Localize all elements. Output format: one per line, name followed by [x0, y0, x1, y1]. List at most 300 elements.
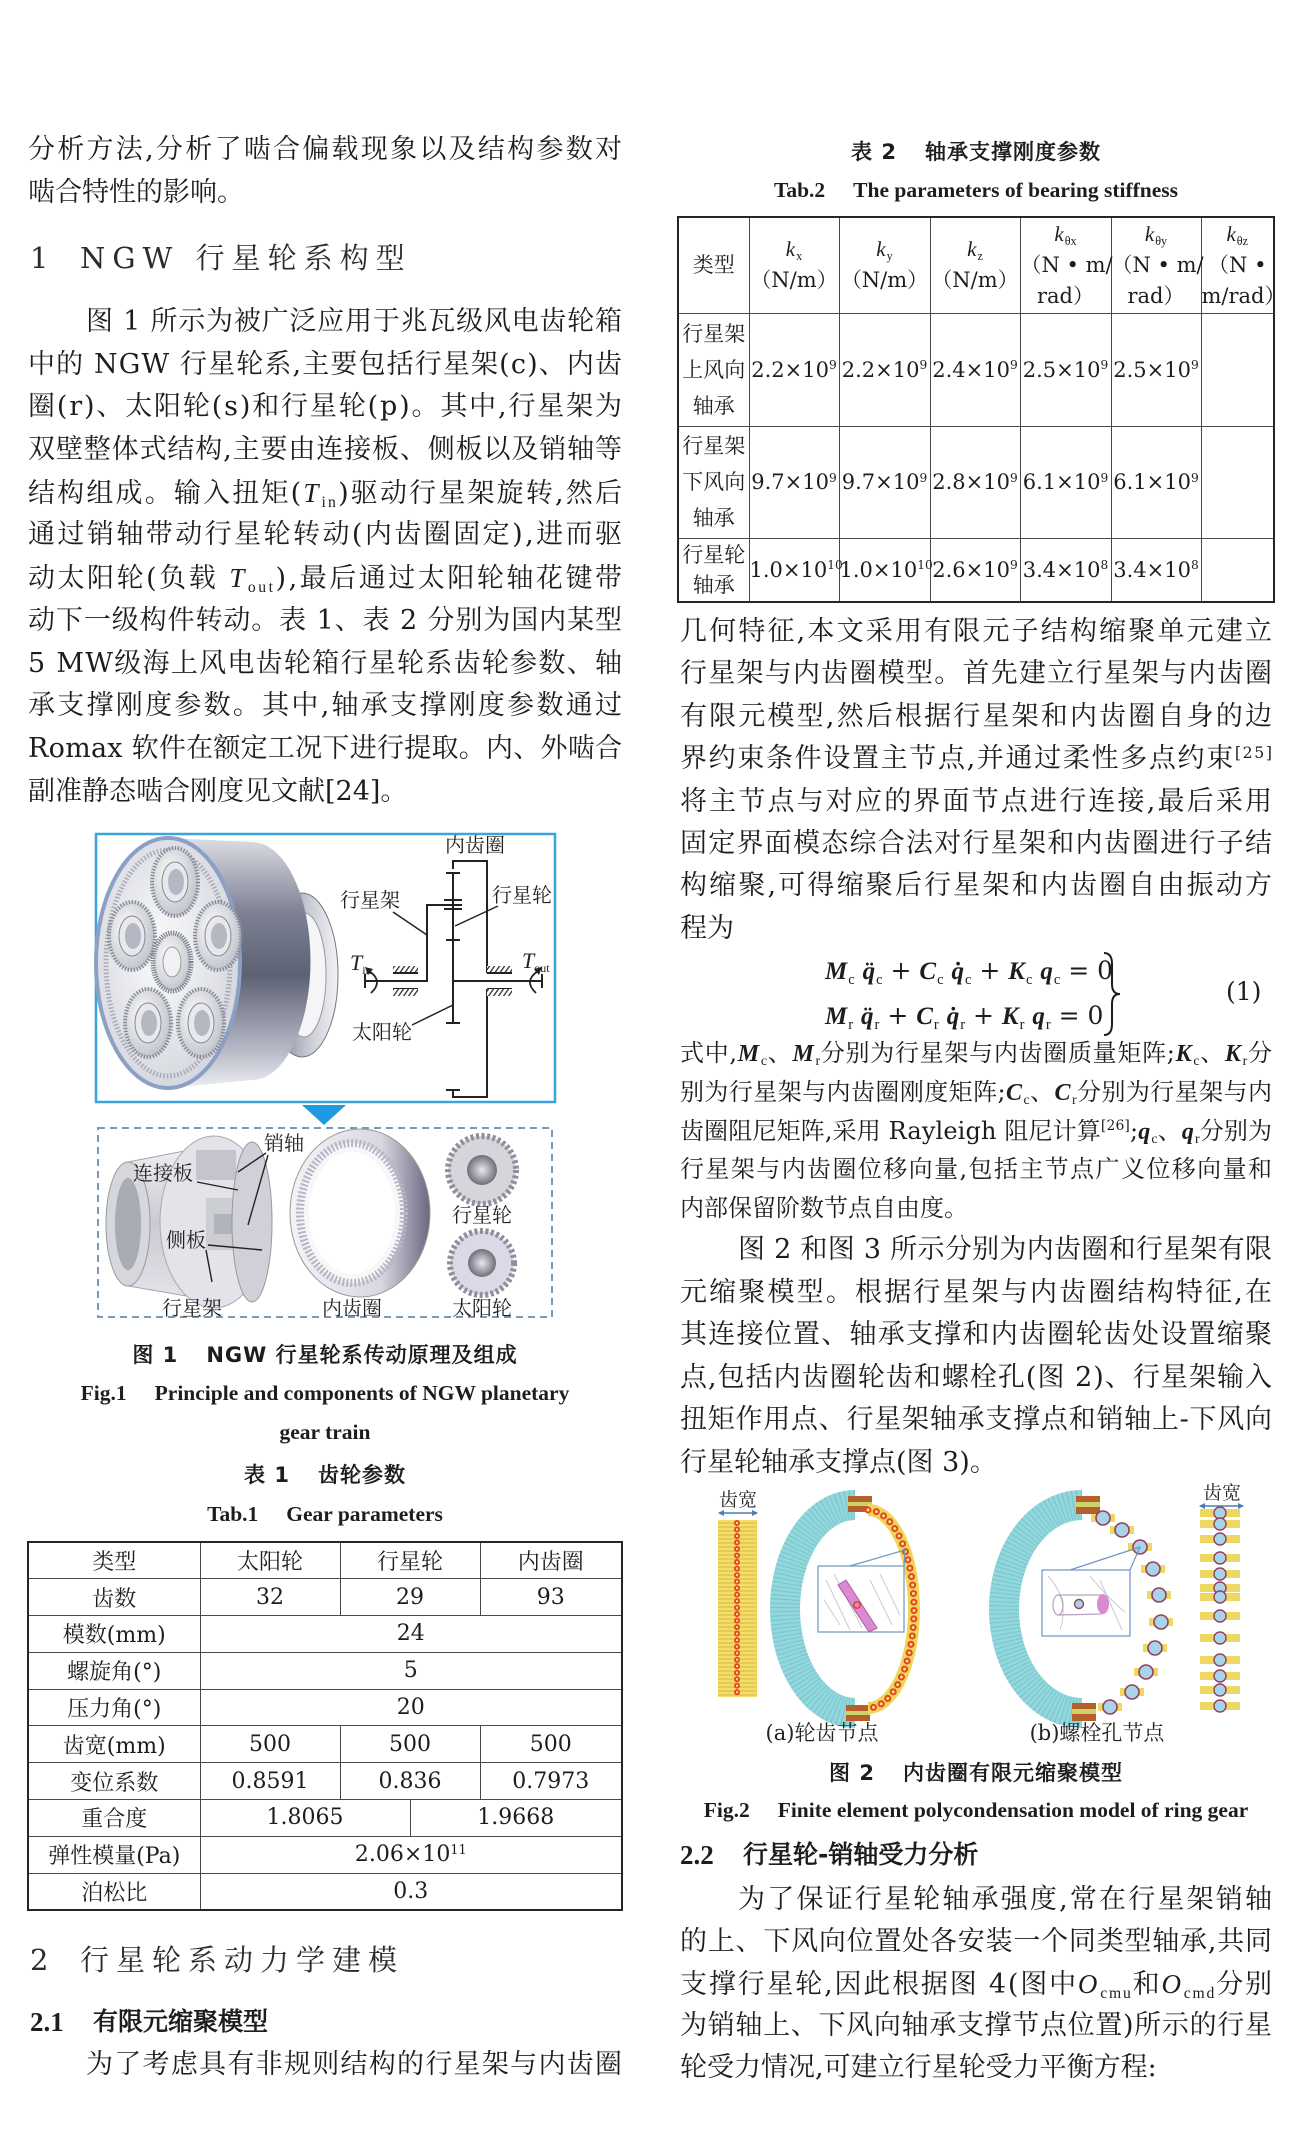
figure-2-caption-en	[680, 1791, 1272, 1829]
text-line-content: 齿圈阻尼矩阵,采用 Rayleigh 阻尼计算$[26];q_c$、$q_r$分别为	[680, 1116, 1273, 1148]
text-line-content: 将主节点与对应的界面节点进行连接,最后采用	[680, 785, 1275, 817]
math-symbol: $C_c$	[919, 958, 944, 988]
table-row	[28, 1800, 622, 1837]
text-line	[680, 1314, 1272, 1357]
caption-label: Fig.2	[703, 1798, 750, 1822]
text-line	[680, 1963, 1272, 2005]
right-brace-icon	[1100, 950, 1124, 1038]
table-row	[28, 1836, 622, 1873]
table-cell: 1.9668	[410, 1800, 622, 1837]
caption-text: NGW 行星轮系传动原理及组成	[206, 1343, 518, 1367]
text-line-content: 其连接位置、轴承支撑和内齿圈轮齿处设置缩聚	[680, 1319, 1274, 1351]
text-line	[680, 823, 1272, 865]
text-line	[680, 611, 1275, 653]
sun-gear-illustration	[153, 933, 191, 991]
header-line: （N •	[1208, 252, 1267, 277]
carrier-bore	[115, 1178, 141, 1270]
table-cell: $2.5\times 10^9$	[1111, 313, 1201, 426]
section-title: 行星轮系动力学建模	[80, 1943, 405, 1977]
text-line	[28, 685, 625, 728]
table-cell: 1.8065	[200, 1800, 410, 1837]
text-line-content: 轮受力情况,可建立行星轮受力平衡方程:	[680, 2052, 1157, 2083]
bolt-node-marker	[1200, 1591, 1240, 1603]
table-cell: $2.5\times 10^9$	[1020, 313, 1111, 426]
text-line-content: 为销轴上、下风向轴承支撑节点位置)所示的行星	[680, 2010, 1273, 2041]
text-line-content: 结构组成。输入扭矩$(T_{in})$驱动行星架旋转,然后	[28, 477, 625, 511]
row-label-line: 行星架	[682, 434, 746, 458]
text-line-content: 的上、下风向位置处各安装一个同类型轴承,共同	[680, 1926, 1273, 1957]
text-line-content: 图 2 和图 3 所示分别为内齿圈和行星架有限	[738, 1234, 1273, 1265]
math-symbol: $q̇_r$	[946, 1003, 966, 1033]
table-cell: 500	[340, 1726, 480, 1763]
text-line	[680, 1150, 1272, 1189]
header-line: （N • m/	[1020, 252, 1113, 277]
row-label-line: 轴承	[692, 572, 735, 597]
text-line-content: 程为	[680, 912, 734, 944]
bearing-hatch	[487, 966, 512, 973]
text-line-content: 式中$,M_c$、$M_r$分别为行星架与内齿圈质量矩阵$;K_c$、$K_r$分	[680, 1039, 1273, 1070]
table-2-caption-en	[680, 171, 1272, 209]
table-cell: $2.4\times 10^9$	[930, 313, 1020, 426]
down-arrow-icon	[302, 1105, 346, 1125]
text-line	[28, 386, 622, 429]
table-row	[678, 313, 1274, 426]
math-symbol: $k_{\theta z}$	[1226, 221, 1249, 248]
bolt-node-marker	[1143, 1641, 1167, 1655]
text-line-content: 动太阳轮(负载 $T_{out}$),最后通过太阳轮轴花键带	[28, 563, 625, 597]
caption-label: 表 1	[244, 1463, 290, 1487]
table-cell: $3.4\times 10^8$	[1020, 538, 1111, 602]
bolt-node-marker	[1141, 1562, 1165, 1576]
table-header-cell: 类型	[28, 1542, 200, 1579]
planet-gear-illustration	[195, 902, 241, 970]
row-label-cell: 模数(mm)	[28, 1616, 200, 1653]
table-row	[28, 1873, 622, 1910]
header-line	[1021, 219, 1111, 250]
superscript: 9	[828, 470, 837, 485]
text-line-content: Romax 软件在额定工况下进行提取。内、外啮合	[28, 732, 623, 764]
table-cell: 500	[200, 1726, 340, 1763]
text-line	[28, 514, 625, 557]
label-sun-gear: 太阳轮	[352, 1020, 412, 1044]
section-heading-1	[30, 236, 590, 280]
math-symbol: $q̇_c$	[951, 958, 972, 988]
table-cell: $6.1\times 10^9$	[1020, 426, 1111, 538]
superscript: 8	[1100, 558, 1109, 573]
table-row	[28, 1616, 622, 1653]
gear-parameters-table	[27, 1541, 623, 1911]
ring-end-stripe	[1072, 1709, 1096, 1714]
superscript: 9	[1190, 470, 1199, 485]
table-cell: $2.06\times 10^{11}$	[200, 1836, 622, 1873]
inset-leader-line	[850, 1550, 905, 1566]
bearing-hatch	[393, 966, 418, 973]
row-label-cell: 压力角(°)	[28, 1689, 200, 1726]
bolt-node-marker	[1200, 1684, 1240, 1696]
text-line	[680, 696, 1275, 738]
row-label-cell: 泊松比	[28, 1873, 200, 1910]
table-header-cell	[749, 217, 839, 313]
table-header-cell: 行星轮	[340, 1542, 480, 1579]
text-line	[680, 1112, 1272, 1151]
table-row	[28, 1763, 622, 1800]
planet-gear-illustration	[152, 848, 198, 916]
torque-symbol: T	[350, 950, 363, 975]
text-line-content: 固定界面模态综合法对行星架和内齿圈进行子结	[680, 827, 1274, 859]
row-label-line: 行星轮	[682, 542, 746, 567]
bearing-hatch	[487, 989, 512, 996]
equation-where-paragraph	[680, 1034, 1272, 1228]
math-symbol: $T_{out}$	[229, 563, 276, 597]
text-line	[680, 653, 1272, 695]
text-line-content: 副准静态啮合刚度见文献[24]。	[28, 775, 408, 807]
text-line-content: 啮合特性的影响。	[28, 176, 244, 208]
equation-number: (1)	[1226, 977, 1262, 1006]
math-symbol: $q_r$	[1181, 1118, 1200, 1148]
table-row	[28, 1726, 622, 1763]
tooth-width-strip	[718, 1489, 758, 1697]
text-line-content: 为了保证行星轮轴承强度,常在行星架销轴	[738, 1884, 1275, 1915]
text-line-content: 内部保留阶数节点自由度。	[680, 1194, 968, 1223]
right-paragraph-2	[680, 1229, 1275, 1485]
math-symbol: $T_{in}$	[303, 477, 339, 511]
text-line-content: 通过销轴带动行星轮转动(内齿圈固定),进而驱	[28, 519, 625, 551]
bolt-node-marker	[1200, 1700, 1240, 1712]
math-symbol: $K_r$	[1224, 1041, 1248, 1070]
table-header-row	[678, 217, 1274, 313]
text-line-content: 扭矩作用点、行星架轴承支撑点和销轴上-下风向	[680, 1404, 1273, 1436]
inset-leader-line	[1070, 1547, 1140, 1570]
text-line	[28, 2044, 622, 2087]
equation-row: $M_c$ $q̈_c + C_c$ $q̇_c + K_c$ $q_c = 0$	[825, 956, 1114, 988]
header-line	[1202, 219, 1274, 250]
table-row	[28, 1579, 622, 1616]
text-line	[680, 781, 1275, 823]
ring-end-stripe	[846, 1711, 870, 1715]
text-line-content: 元缩聚模型。根据行星架与内齿圈结构特征,在	[680, 1276, 1275, 1308]
superscript: 9	[919, 358, 928, 373]
text-line	[28, 472, 625, 515]
text-line	[28, 129, 625, 172]
text-line-content: 行星架与内齿圈位移向量,包括主节点广义位移向量和	[680, 1155, 1274, 1184]
table-cell	[1201, 426, 1274, 538]
math-symbol: $C_r$	[1054, 1079, 1078, 1109]
table-cell: 29	[340, 1579, 480, 1616]
planet-gear-illustration	[125, 989, 171, 1057]
header-line: （N • m/	[1111, 252, 1204, 277]
text-line	[28, 643, 622, 686]
bolt-node-marker	[1200, 1654, 1240, 1666]
superscript: 9	[1190, 358, 1199, 373]
caption-label: 表 2	[851, 140, 897, 164]
text-line-content: 中的 NGW 行星轮系,主要包括行星架(c)、内齿	[28, 348, 624, 380]
math-symbol: $C_r$	[916, 1003, 939, 1033]
subsection-title: 有限元缩聚模型	[93, 2007, 269, 2036]
ring-gear-tooth-node-model	[785, 1496, 914, 1721]
equation-1	[825, 948, 1114, 1038]
superscript: 9	[1009, 558, 1018, 573]
table-cell: 0.7973	[480, 1763, 622, 1800]
label-sun-gear-component: 太阳轮	[452, 1296, 512, 1320]
ring-gear-3d-illustration	[290, 1129, 430, 1297]
table-cell: 5	[200, 1652, 622, 1689]
text-line	[28, 344, 622, 387]
table-cell: 93	[480, 1579, 622, 1616]
text-line	[28, 429, 622, 472]
math-symbol: $K_c$	[1175, 1041, 1201, 1070]
label-connecting-plate: 连接板	[133, 1161, 193, 1185]
figure-2-caption-cn	[680, 1754, 1272, 1792]
superscript: 10	[827, 558, 843, 573]
bolt-node-marker	[1120, 1685, 1144, 1699]
table-row	[28, 1689, 622, 1726]
table-header-cell: 太阳轮	[200, 1542, 340, 1579]
math-symbol: $k_x$	[785, 237, 803, 264]
header-line: rad）	[1036, 283, 1094, 308]
math-symbol: $k_y$	[876, 237, 893, 264]
header-line	[840, 234, 930, 265]
row-label-cell	[678, 426, 749, 538]
text-line	[680, 1229, 1272, 1272]
table-cell: $2.6\times 10^9$	[930, 538, 1020, 602]
label-ring-gear-component: 内齿圈	[322, 1296, 382, 1320]
text-line	[680, 1034, 1272, 1073]
math-symbol: $M_c$	[737, 1041, 768, 1070]
label-planet-gear: 行星轮	[492, 883, 552, 907]
caption-label: 图 1	[132, 1343, 179, 1367]
text-line-content: 双壁整体式结构,主要由连接板、侧板以及销轴等	[28, 434, 623, 466]
label-carrier-component: 行星架	[162, 1296, 222, 1320]
header-line: （N/m）	[750, 268, 838, 293]
bolt-node-marker	[1200, 1552, 1240, 1564]
subsection-number: 2.1	[30, 2007, 64, 2037]
label-ring-gear: 内齿圈	[445, 833, 505, 857]
bearing-stiffness-table	[677, 216, 1286, 603]
text-line	[680, 2005, 1272, 2047]
text-line-content: 行星轮轴承支撑点(图 3)。	[680, 1446, 997, 1478]
math-symbol: $q_c$	[1040, 958, 1061, 988]
subfigure-a-label: (a)轮齿节点	[765, 1721, 879, 1745]
text-line	[680, 908, 1272, 950]
math-symbol: $k_{\theta y}$	[1144, 221, 1168, 248]
bolt-node-marker	[1200, 1533, 1240, 1545]
text-line-content: 分析方法,分析了啮合偏载现象以及结构参数对	[28, 134, 625, 165]
table-cell: 0.8591	[200, 1763, 340, 1800]
text-line-content: 圈(r)、太阳轮(s)和行星轮(p)。其中,行星架为	[28, 391, 624, 423]
math-symbol: $M_r$	[792, 1041, 821, 1070]
table-header-cell	[930, 217, 1020, 313]
row-label-line: 轴承	[692, 506, 735, 530]
row-label-cell: 齿数	[28, 1579, 200, 1616]
table-header-cell	[1020, 217, 1111, 313]
header-line: rad）	[1127, 283, 1185, 308]
caption-text: gear train	[279, 1420, 371, 1444]
row-label-cell	[678, 538, 749, 602]
ring-end-stripe	[1076, 1502, 1100, 1507]
label-pin-shaft: 销轴	[264, 1131, 304, 1155]
caption-text: 内齿圈有限元缩聚模型	[902, 1761, 1123, 1785]
table-header-cell	[839, 217, 930, 313]
math-symbol: $q̈_r$	[861, 1003, 880, 1033]
table-cell: 32	[200, 1579, 340, 1616]
caption-text: Principle and components of NGW planetary	[154, 1381, 570, 1405]
subsection-heading-2-1	[30, 2001, 590, 2043]
tooth-width-label: 齿宽	[718, 1489, 758, 1511]
caption-text: Gear parameters	[286, 1502, 443, 1526]
table-cell: 20	[200, 1689, 622, 1726]
superscript: 9	[1009, 358, 1018, 373]
row-label-cell: 变位系数	[28, 1763, 200, 1800]
text-line-content: 有限元模型,然后根据行星架和内齿圈自身的边	[680, 700, 1275, 732]
side-plate-rim	[232, 1142, 272, 1302]
superscript: 10	[917, 558, 933, 573]
figure-1-caption-en-continued	[28, 1413, 622, 1451]
bolt-node-inset	[1042, 1570, 1130, 1636]
bolt-width-strip	[1199, 1482, 1244, 1712]
table-cell: 500	[480, 1726, 622, 1763]
table-cell: $6.1\times 10^9$	[1111, 426, 1201, 538]
math-symbol: $k_z$	[967, 237, 983, 264]
text-line	[680, 738, 1272, 780]
superscript: 9	[1009, 470, 1018, 485]
section-title: NGW 行星轮系构型	[80, 241, 412, 275]
table-header-cell	[1201, 217, 1286, 313]
caption-text: 轴承支撑刚度参数	[924, 140, 1101, 164]
bolt-node-marker	[1200, 1670, 1240, 1682]
planet-gear-3d-illustration	[448, 1136, 516, 1204]
table-header-cell	[1111, 217, 1204, 313]
text-line-content: 为了考虑具有非规则结构的行星架与内齿圈	[86, 2049, 624, 2080]
superscript: [26]	[1100, 1118, 1130, 1135]
math-symbol: $q_c$	[1138, 1118, 1158, 1148]
table-cell: $3.4\times 10^8$	[1111, 538, 1201, 602]
text-line	[680, 1272, 1275, 1315]
row-label-line: 轴承	[692, 393, 735, 418]
header-line	[1112, 219, 1201, 250]
text-line-content: 5 MW级海上风电齿轮箱行星轮系齿轮参数、轴	[28, 647, 624, 679]
bolt-node-marker	[1147, 1588, 1171, 1602]
right-paragraph-1	[680, 611, 1275, 950]
label-planet-gear-component: 行星轮	[452, 1203, 512, 1227]
section-number: 2	[30, 1943, 49, 1977]
text-line	[28, 771, 622, 814]
text-line	[680, 1189, 1272, 1228]
superscript: 8	[1190, 558, 1199, 573]
text-line-content: 支撑行星轮,因此根据图 4(图中$O_{cmu}$和$O_{cmd}$分别	[680, 1969, 1274, 2002]
text-line-content: 几何特征,本文采用有限元子结构缩聚单元建立	[680, 616, 1275, 647]
superscript: 9	[919, 470, 928, 485]
math-symbol: $M_r$	[825, 1003, 854, 1033]
subsection-number: 2.2	[680, 1840, 714, 1870]
text-line-content: 界约束条件设置主节点,并通过柔性多点约束[25]	[680, 742, 1274, 775]
equation-row: $M_r$ $q̈_r + C_r$ $q̇_r + K_r$ $q_r = 0$	[825, 1001, 1104, 1033]
math-symbol: $O_{cmu}$	[1077, 1969, 1133, 2002]
superscript: 9	[828, 358, 837, 373]
torque-subscript: out	[534, 961, 550, 975]
bolt-hole-face	[1097, 1594, 1109, 1614]
text-line	[28, 600, 622, 643]
text-line	[680, 1073, 1272, 1112]
math-symbol: $q̈_c$	[862, 958, 883, 988]
right-paragraph-3	[680, 1879, 1275, 2089]
math-symbol: $k_{\theta x}$	[1054, 221, 1077, 248]
caption-label: Tab.2	[773, 178, 826, 202]
bolt-node-marker	[1149, 1615, 1173, 1629]
bolt-node-marker	[1098, 1700, 1122, 1714]
row-label-cell: 螺旋角(°)	[28, 1652, 200, 1689]
header-line	[931, 234, 1020, 265]
torque-symbol: T	[522, 948, 535, 973]
bolt-node-marker	[1200, 1568, 1240, 1580]
table-cell: 0.3	[200, 1873, 622, 1910]
planet-gear-illustration	[109, 902, 155, 970]
table-1-caption-en	[28, 1495, 622, 1533]
math-symbol: $M_c$	[825, 958, 855, 988]
text-line-content: 构缩聚,可得缩聚后行星架和内齿圈自由振动方	[680, 870, 1275, 902]
table-header-cell: 内齿圈	[480, 1542, 622, 1579]
math-symbol: $K_c$	[1008, 958, 1033, 988]
figure-1	[90, 828, 560, 1323]
table-cell	[1201, 313, 1274, 426]
ring-gear-bore	[309, 1152, 395, 1274]
row-label-line: 上风向	[682, 357, 746, 382]
section-number: 1	[30, 241, 49, 275]
row-label-cell: 齿宽(mm)	[28, 1726, 200, 1763]
superscript: 9	[1100, 358, 1109, 373]
row-label-cell: 弹性模量(Pa)	[28, 1836, 200, 1873]
table-1-caption-cn	[28, 1456, 622, 1494]
caption-label: 图 2	[829, 1761, 875, 1785]
text-line	[28, 557, 625, 600]
table-cell: $2.2\times 10^9$	[839, 313, 930, 426]
table-cell	[1201, 538, 1274, 602]
header-line: （N/m）	[931, 268, 1019, 293]
torque-subscript: in	[362, 963, 372, 977]
text-line	[680, 865, 1275, 907]
header-line: m/rad）	[1201, 283, 1286, 308]
subsection-heading-2-2	[680, 1834, 1272, 1876]
caption-text: Finite element polycondensation model of ring gear	[777, 1798, 1249, 1822]
ring-gear-bolt-node-model	[1004, 1496, 1173, 1721]
row-label-line: 下风向	[682, 470, 746, 494]
figure-1-caption-en	[28, 1374, 622, 1412]
figure-1-caption-cn	[28, 1336, 622, 1374]
planet-gear-illustration	[178, 989, 224, 1057]
subsection-title: 行星轮-销轴受力分析	[743, 1840, 979, 1869]
text-line	[680, 1879, 1275, 1921]
section-heading-2	[30, 1938, 590, 1982]
table-row	[678, 538, 1274, 602]
table-cell: $2.2\times 10^9$	[749, 313, 839, 426]
math-symbol: $C_c$	[1006, 1079, 1031, 1109]
header-line: 类型	[692, 252, 735, 277]
bearing-hatch	[393, 989, 418, 996]
table-cell: $9.7\times 10^9$	[749, 426, 839, 538]
math-symbol: $O_{cmd}$	[1161, 1969, 1217, 2002]
table-cell: $2.8\times 10^9$	[930, 426, 1020, 538]
figure-2	[680, 1480, 1272, 1750]
table-header-cell	[678, 217, 749, 313]
superscript: 9	[1100, 470, 1109, 485]
table-cell: $1.0\times 10^{10}$	[839, 538, 930, 602]
text-line	[680, 1921, 1272, 1963]
text-line-content: 点,包括内齿圈轮齿和螺栓孔(图 2)、行星架输入	[680, 1361, 1274, 1393]
math-symbol: $q_r$	[1032, 1003, 1051, 1033]
text-line	[680, 2047, 1272, 2089]
bolt-node-marker	[1134, 1665, 1158, 1679]
row-label-cell	[678, 313, 749, 426]
table-header-row	[28, 1542, 622, 1579]
